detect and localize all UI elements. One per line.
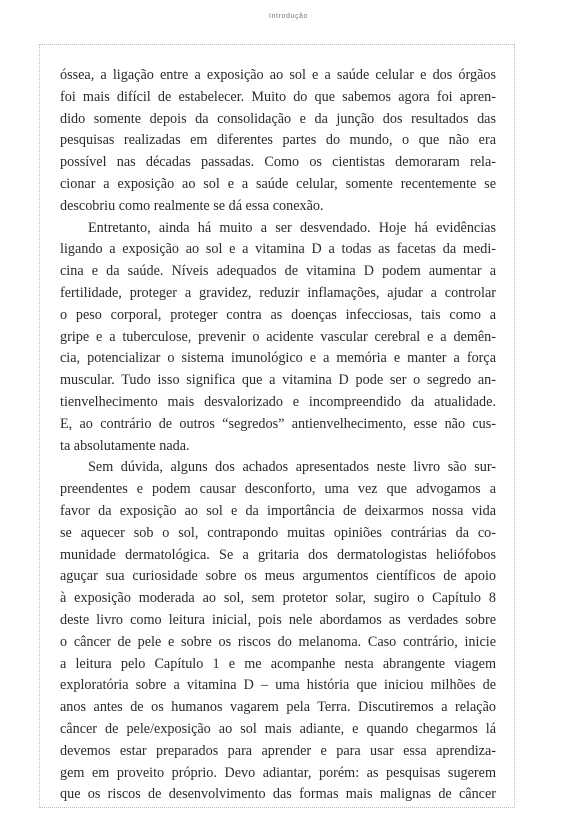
text-line: ta absolutamente nada. — [60, 437, 190, 454]
text-line: devemos estar preparados para aprender e para usar essa aprendiza- — [60, 742, 496, 759]
text-line: deste livro como leitura inicial, pois nele abordamos as verdades sobre — [60, 611, 496, 628]
text-line: E, ao contrário de outros “segredos” antienvelhecimento, esse não cus- — [60, 415, 496, 432]
text-line: aguçar sua curiosidade sobre os meus argumentos científicos de apoio — [60, 568, 496, 585]
running-header — [0, 13, 577, 20]
text-line: fertilidade, proteger a gravidez, reduzir inflamações, ajudar a controlar — [60, 284, 496, 301]
text-line: cionar a exposição ao sol e a saúde celular, somente recentemente se — [60, 175, 496, 192]
text-line: favor da exposição ao sol e da importância de deixarmos nossa vida — [60, 502, 496, 519]
text-line: gem em proveito próprio. Devo adiantar, porém: as pesquisas sugerem — [60, 764, 496, 781]
text-line: dido somente depois da consolidação e da junção dos resultados das — [60, 110, 496, 127]
body-text — [60, 65, 496, 806]
text-line: pesquisas realizadas em diferentes partes do mundo, o que não era — [60, 132, 496, 149]
text-line: muscular. Tudo isso significa que a vitamina D pode ser o segredo an- — [60, 372, 496, 389]
text-line: preendentes e podem causar desconforto, uma vez que advogamos a — [60, 481, 496, 498]
text-line: o peso corporal, proteger contra as doenças infecciosas, tais como a — [60, 306, 496, 323]
text-line: a leitura pelo Capítulo 1 e me acompanhe nesta abrangente viagem — [60, 655, 496, 672]
text-line: óssea, a ligação entre a exposição ao sol e a saúde celular e dos órgãos — [60, 67, 496, 83]
text-line: munidade dermatológica. Se a gritaria dos dermatologistas heliófobos — [60, 546, 496, 563]
text-line: ligando a exposição ao sol e a vitamina D a todas as facetas da medi- — [60, 241, 496, 258]
text-line: o câncer de pele e sobre os riscos do melanoma. Caso contrário, inicie — [60, 633, 496, 650]
text-line: tienvelhecimento mais desvalorizado e incompreendido da atualidade. — [60, 393, 496, 410]
text-line: câncer de pele/exposição ao sol mais adiante, e quando chegarmos lá — [60, 720, 496, 737]
text-line: exploratória sobre a vitamina D – uma história que iniciou milhões de — [60, 677, 496, 694]
text-line: Entretanto, ainda há muito a ser desvendado. Hoje há evidências — [88, 219, 496, 236]
text-line: cia, potencializar o sistema imunológico e a memória e manter a força — [60, 350, 496, 367]
paragraph — [60, 218, 496, 458]
text-line: à exposição moderada ao sol, sem protetor solar, sugiro o Capítulo 8 — [60, 590, 496, 607]
text-line: anos antes de os humanos vagarem pela Terra. Discutiremos a relação — [60, 699, 496, 716]
running-title: Introdução — [268, 13, 309, 20]
text-line: foi mais difícil de estabelecer. Muito do que sabemos agora foi apren- — [60, 88, 496, 105]
paragraph — [60, 457, 496, 806]
text-line: descobriu como realmente se dá essa conexão. — [60, 197, 324, 214]
text-line: possível nas décadas passadas. Como os cientistas demoraram rela- — [60, 154, 496, 171]
paragraph — [60, 65, 496, 218]
text-line: Sem dúvida, alguns dos achados apresentados neste livro são sur- — [88, 459, 496, 476]
text-line: que os riscos de desenvolvimento das formas mais malignas de câncer — [60, 786, 496, 803]
text-line: gripe e a tuberculose, prevenir o acidente vascular cerebral e a demên- — [60, 328, 496, 345]
text-line: se aquecer sob o sol, contrapondo muitas opiniões contrárias da co- — [60, 524, 496, 541]
text-line: cina e da saúde. Níveis adequados de vitamina D podem aumentar a — [60, 263, 496, 280]
